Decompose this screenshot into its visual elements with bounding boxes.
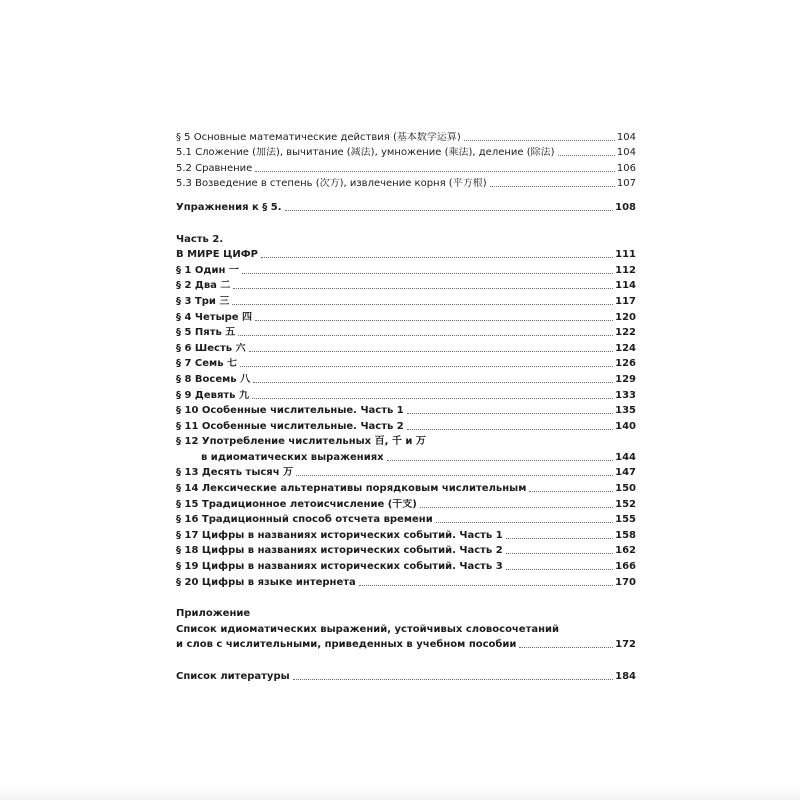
dot-leader <box>233 288 613 289</box>
toc-entry-p14[interactable] <box>176 479 636 495</box>
toc-page-number: 133 <box>615 389 636 401</box>
dot-leader <box>464 140 615 141</box>
toc-entry-p20[interactable] <box>176 573 636 589</box>
toc-entry-p3[interactable] <box>176 292 636 308</box>
dot-leader <box>436 522 613 523</box>
dot-leader <box>420 507 613 508</box>
toc-entry-p10[interactable] <box>176 402 636 418</box>
toc-page-number: 106 <box>616 162 636 174</box>
toc-entry-p11[interactable] <box>176 417 636 433</box>
dot-leader <box>529 491 613 492</box>
toc-entry-5-1[interactable] <box>176 144 636 160</box>
toc-entry-label: § 17 Цифры в названиях исторических событий. Часть 1 <box>176 529 503 541</box>
dot-leader <box>232 304 613 305</box>
toc-page-number: 144 <box>615 451 636 463</box>
spacer <box>176 214 636 230</box>
appendix-heading: Приложение <box>176 608 251 620</box>
dot-leader <box>387 460 614 461</box>
toc-entry-p19[interactable] <box>176 557 636 573</box>
dot-leader <box>242 273 613 274</box>
toc-entry-5-2[interactable] <box>176 159 636 175</box>
spacer <box>176 651 636 667</box>
toc-page-number: 107 <box>616 178 636 190</box>
toc-page-number: 112 <box>615 264 636 276</box>
toc-page-number: 108 <box>615 201 636 213</box>
toc-page-number: 126 <box>615 358 636 370</box>
toc-entry-p15[interactable] <box>176 495 636 511</box>
toc-entry-label: § 15 Традиционное летоисчисление (干支) <box>176 498 417 510</box>
toc-entry-p6[interactable] <box>176 339 636 355</box>
toc-entry-p7[interactable] <box>176 355 636 371</box>
toc-entry-p1[interactable] <box>176 261 636 277</box>
toc-page-number: 104 <box>616 131 636 143</box>
dot-leader <box>407 413 613 414</box>
dot-leader <box>506 538 613 539</box>
toc-entry-bibliography[interactable] <box>176 667 636 683</box>
toc-entry-label: § 5 Основные математические действия (基本数学运算) <box>176 131 461 143</box>
toc-entry-section5[interactable] <box>176 128 636 144</box>
toc-page-number: 150 <box>615 483 636 495</box>
dot-leader <box>519 647 613 648</box>
toc-entry-p4[interactable] <box>176 308 636 324</box>
dot-leader <box>252 398 613 399</box>
toc-entry-exercises[interactable] <box>176 198 636 214</box>
dot-leader <box>285 210 614 211</box>
dot-leader <box>296 475 613 476</box>
toc-page-number: 172 <box>615 639 636 651</box>
toc-entry-label: § 2 Два 二 <box>176 280 231 292</box>
toc-page-number: 147 <box>615 467 636 479</box>
toc-entry-label: и слов с числительными, приведенных в учебном пособии <box>176 639 517 651</box>
toc-entry-label: § 10 Особенные числительные. Часть 1 <box>176 405 404 417</box>
dot-leader <box>407 429 613 430</box>
toc-entry-label: § 16 Традиционный способ отсчета времени <box>176 514 433 526</box>
table-of-contents <box>176 128 636 683</box>
toc-entry-label: в идиоматических выражениях <box>201 451 384 463</box>
toc-entry-part2-title[interactable] <box>176 246 636 262</box>
toc-entry-p8[interactable] <box>176 370 636 386</box>
dot-leader <box>249 351 614 352</box>
toc-page-number: 111 <box>615 249 636 261</box>
toc-entry-p17[interactable] <box>176 526 636 542</box>
toc-entry-label: Список литературы <box>176 671 290 682</box>
toc-page-number: 129 <box>615 373 636 385</box>
toc-entry-label: § 8 Восемь 八 <box>176 373 251 385</box>
toc-entry-label: § 20 Цифры в языке интернета <box>176 576 356 588</box>
dot-leader <box>255 171 615 172</box>
toc-entry-label: § 11 Особенные числительные. Часть 2 <box>176 420 404 432</box>
toc-entry-label: 5.3 Возведение в степень (次方), извлечение корня (平方根) <box>176 178 487 190</box>
toc-page-number: 140 <box>615 420 636 432</box>
dot-leader <box>558 155 615 156</box>
toc-entry-label: § 9 Девять 九 <box>176 389 249 401</box>
toc-entry-label: § 14 Лексические альтернативы порядковым числительным <box>176 483 527 495</box>
toc-entry-appendix[interactable] <box>176 636 636 652</box>
dot-leader <box>255 320 613 321</box>
page-bottom-shadow <box>0 786 800 800</box>
toc-entry-label: § 18 Цифры в названиях исторических событий. Часть 2 <box>176 545 503 557</box>
toc-entry-label: В МИРЕ ЦИФР <box>176 249 258 261</box>
dot-leader <box>240 366 613 367</box>
toc-page-number: 170 <box>615 576 636 588</box>
toc-entry-label: § 13 Десять тысяч 万 <box>176 467 294 479</box>
toc-entry-p2[interactable] <box>176 277 636 293</box>
toc-page-number: 122 <box>615 327 636 339</box>
dot-leader <box>261 257 613 258</box>
toc-page-number: 135 <box>615 405 636 417</box>
toc-entry-p12[interactable] <box>176 448 636 464</box>
part-label: Часть 2. <box>176 233 224 245</box>
toc-page-number: 114 <box>615 280 636 292</box>
dot-leader <box>238 335 613 336</box>
toc-entry-label: § 3 Три 三 <box>176 295 230 307</box>
toc-page-number: 184 <box>615 671 636 682</box>
toc-page-number: 104 <box>616 147 636 159</box>
spacer <box>176 589 636 605</box>
toc-entry-label: Упражнения к § 5. <box>176 201 282 213</box>
dot-leader <box>293 679 613 680</box>
dot-leader <box>253 382 613 383</box>
dot-leader <box>490 186 615 187</box>
toc-page-number: 120 <box>615 311 636 323</box>
toc-entry-p9[interactable] <box>176 386 636 402</box>
toc-entry-label: § 5 Пять 五 <box>176 327 236 339</box>
toc-entry-p18[interactable] <box>176 542 636 558</box>
toc-entry-appendix-line1[interactable]: Список идиоматических выражений, устойчивых словосочетаний <box>176 623 560 635</box>
toc-entry-label: § 19 Цифры в названиях исторических событий. Часть 3 <box>176 561 503 573</box>
toc-page-number: 124 <box>615 342 636 354</box>
toc-page-number: 152 <box>615 498 636 510</box>
dot-leader <box>506 569 613 570</box>
toc-page-number: 158 <box>615 529 636 541</box>
toc-entry-label: 5.2 Сравнение <box>176 162 253 174</box>
toc-page-number: 155 <box>615 514 636 526</box>
spacer <box>176 190 636 198</box>
toc-entry-label: § 6 Шесть 六 <box>176 342 246 354</box>
toc-entry-p5[interactable] <box>176 324 636 340</box>
toc-page-number: 166 <box>615 561 636 573</box>
toc-entry-label: § 4 Четыре 四 <box>176 311 253 323</box>
toc-entry-5-3[interactable] <box>176 175 636 191</box>
toc-entry-label: § 1 Один 一 <box>176 264 239 276</box>
dot-leader <box>359 585 613 586</box>
toc-page-number: 162 <box>615 545 636 557</box>
toc-entry-p16[interactable] <box>176 511 636 527</box>
toc-entry-p12-line1[interactable]: § 12 Употребление числительных 百, 千 и 万 <box>176 436 426 448</box>
toc-entry-p13[interactable] <box>176 464 636 480</box>
toc-page-number: 117 <box>615 295 636 307</box>
toc-entry-label: § 7 Семь 七 <box>176 358 238 370</box>
toc-entry-label: 5.1 Сложение (加法), вычитание (减法), умножение (乘法), деление (除法) <box>176 147 555 159</box>
dot-leader <box>506 553 613 554</box>
